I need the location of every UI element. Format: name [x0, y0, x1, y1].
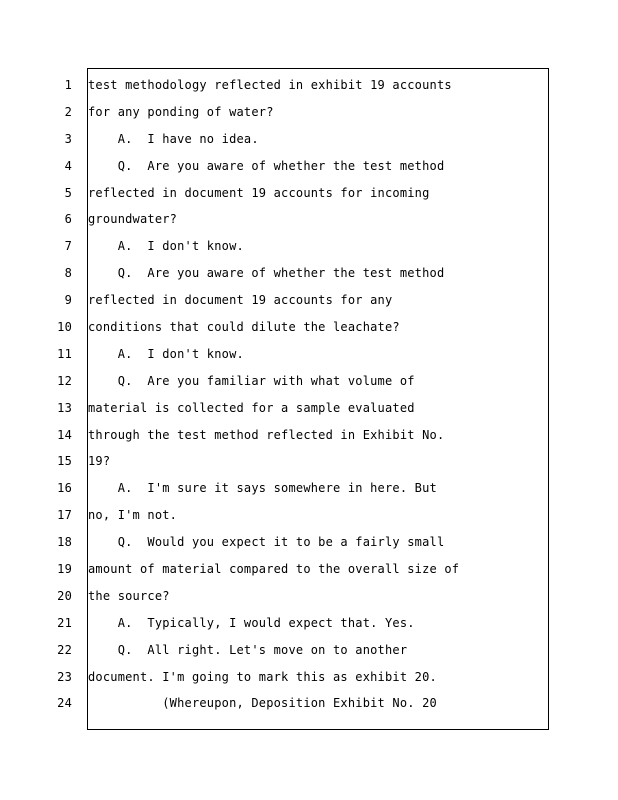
line-text: (Whereupon, Deposition Exhibit No. 20 — [88, 696, 437, 711]
line-text: Q. Are you aware of whether the test method — [88, 158, 445, 173]
line-text: test methodology reflected in exhibit 19 accounts — [88, 78, 452, 92]
line-number: 7 — [64, 239, 72, 254]
line-number: 13 — [57, 400, 72, 415]
transcript-body — [0, 72, 618, 717]
line-number: 17 — [57, 508, 72, 523]
line-text: A. I don't know. — [88, 346, 244, 361]
transcript-line-3 — [0, 126, 618, 153]
line-number: 21 — [57, 615, 72, 630]
transcript-line-20 — [0, 583, 618, 610]
line-number: 23 — [57, 669, 72, 684]
line-text: material is collected for a sample evaluated — [88, 400, 415, 415]
transcript-line-12 — [0, 368, 618, 395]
line-text: reflected in document 19 accounts for any — [88, 293, 393, 308]
transcript-line-18 — [0, 529, 618, 556]
line-text: Q. All right. Let's move on to another — [88, 642, 408, 657]
transcript-line-11 — [0, 341, 618, 368]
line-number: 10 — [57, 320, 72, 335]
line-text: conditions that could dilute the leachate? — [88, 320, 400, 335]
transcript-line-17 — [0, 502, 618, 529]
line-number: 6 — [64, 212, 72, 227]
line-text: A. I have no idea. — [88, 131, 259, 146]
line-number: 4 — [64, 158, 72, 173]
line-text: groundwater? — [88, 212, 178, 227]
transcript-line-4 — [0, 153, 618, 180]
transcript-line-21 — [0, 610, 618, 637]
line-number: 2 — [64, 104, 72, 119]
line-number: 11 — [57, 346, 72, 361]
line-text: reflected in document 19 accounts for incoming — [88, 185, 430, 200]
line-number: 9 — [64, 293, 72, 308]
transcript-line-13 — [0, 395, 618, 422]
line-text: amount of material compared to the overall size of — [88, 562, 460, 577]
line-number: 1 — [64, 78, 72, 92]
transcript-line-15 — [0, 448, 618, 475]
transcript-line-8 — [0, 260, 618, 287]
line-number: 3 — [64, 131, 72, 146]
transcript-line-7 — [0, 233, 618, 260]
transcript-line-10 — [0, 314, 618, 341]
transcript-line-9 — [0, 287, 618, 314]
transcript-line-24 — [0, 690, 618, 717]
transcript-line-1 — [0, 72, 618, 99]
line-text: Q. Would you expect it to be a fairly small — [88, 535, 445, 550]
transcript-line-22 — [0, 637, 618, 664]
line-text: Q. Are you familiar with what volume of — [88, 373, 415, 388]
line-text: A. Typically, I would expect that. Yes. — [88, 615, 415, 630]
line-text: no, I'm not. — [88, 508, 178, 523]
transcript-line-16 — [0, 475, 618, 502]
line-number: 15 — [57, 454, 72, 469]
line-text: the source? — [88, 588, 170, 603]
line-text: document. I'm going to mark this as exhibit 20. — [88, 669, 437, 684]
line-text: for any ponding of water? — [88, 104, 274, 119]
line-number: 19 — [57, 562, 72, 577]
line-number: 14 — [57, 427, 72, 442]
line-number: 20 — [57, 588, 72, 603]
line-number: 18 — [57, 535, 72, 550]
transcript-line-19 — [0, 556, 618, 583]
line-text: A. I'm sure it says somewhere in here. But — [88, 481, 437, 496]
transcript-line-5 — [0, 180, 618, 207]
line-number: 16 — [57, 481, 72, 496]
transcript-line-14 — [0, 422, 618, 449]
transcript-line-2 — [0, 99, 618, 126]
line-text: Q. Are you aware of whether the test method — [88, 266, 445, 281]
line-number: 12 — [57, 373, 72, 388]
transcript-line-6 — [0, 206, 618, 233]
line-number: 5 — [64, 185, 72, 200]
transcript-line-23 — [0, 664, 618, 691]
line-text: through the test method reflected in Exhibit No. — [88, 427, 445, 442]
line-text: 19? — [88, 454, 111, 469]
line-number: 24 — [57, 696, 72, 711]
line-number: 22 — [57, 642, 72, 657]
line-text: A. I don't know. — [88, 239, 244, 254]
line-number: 8 — [64, 266, 72, 281]
